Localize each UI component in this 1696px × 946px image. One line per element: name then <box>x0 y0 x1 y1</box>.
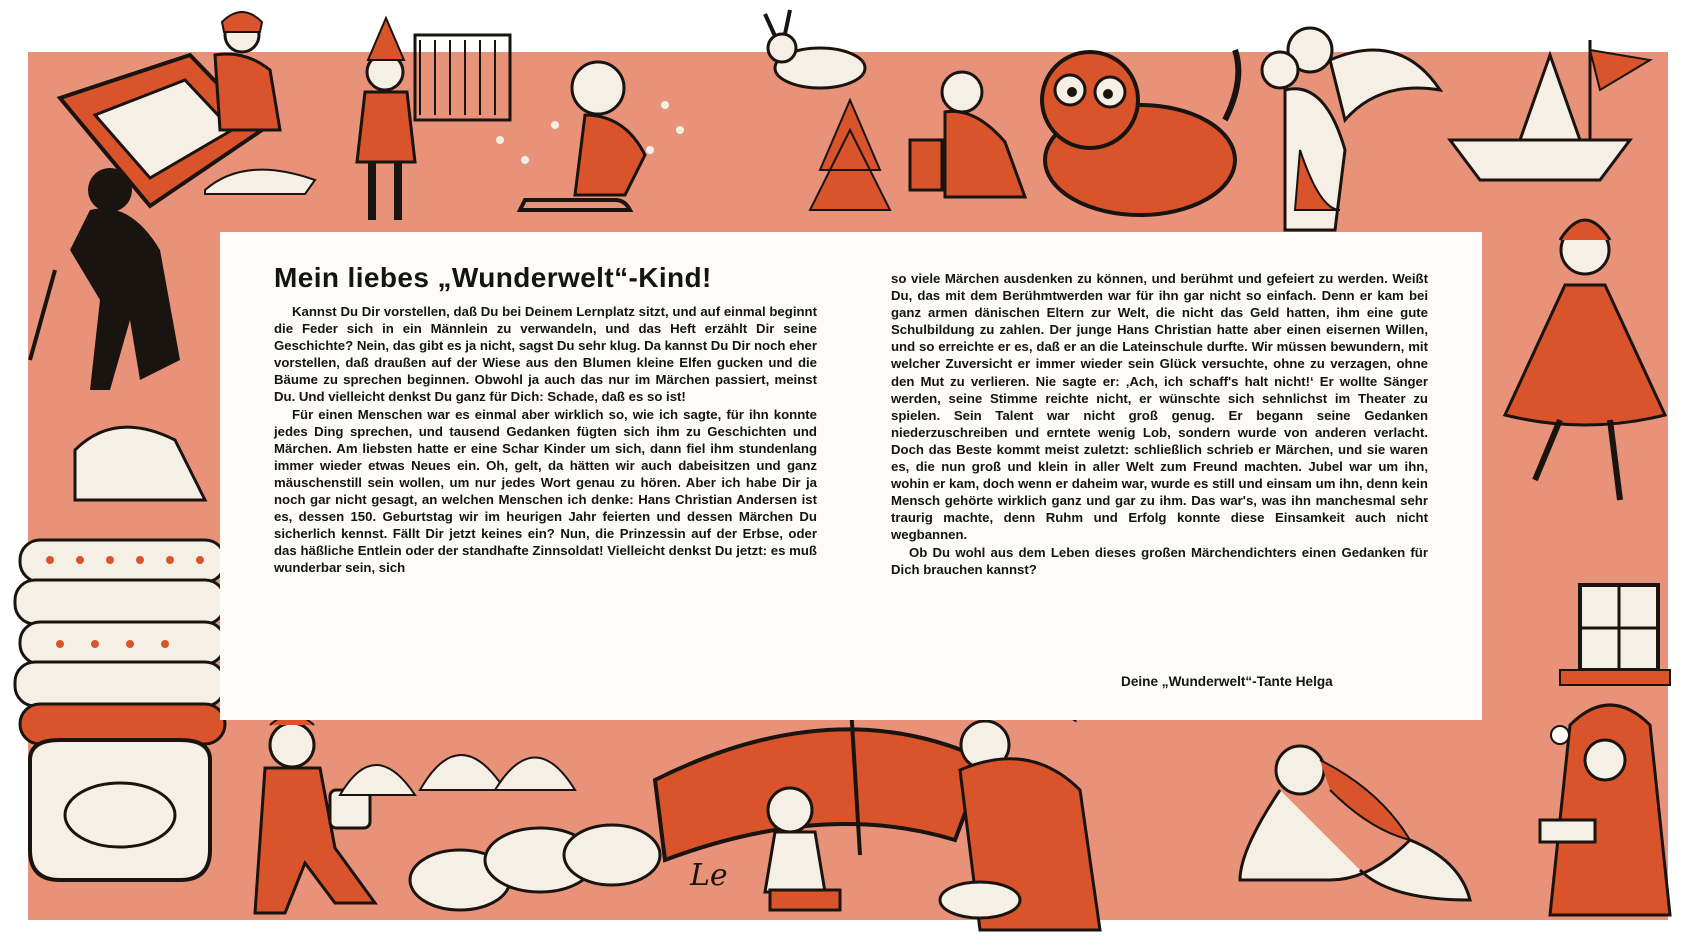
dancing-ladies-illustration <box>340 755 575 795</box>
child-with-sled-illustration <box>496 62 684 210</box>
big-eyed-dog-illustration <box>1042 50 1238 215</box>
kneeling-girl-illustration <box>910 72 1025 197</box>
paper-boat-illustration <box>1450 40 1650 180</box>
letter-paragraph: Ob Du wohl aus dem Leben dieses großen Märchendichters einen Gedanken für Dich brauchen kannst? <box>891 544 1428 577</box>
letter-column-left <box>274 303 817 577</box>
letter-paragraph: Für einen Menschen war es einmal aber wirklich so, wie ich sagte, für ihn konnte jedes Ding sprechen, und tausend Gedanken fügten sich ihm zu Geschichten und Märchen. Am liebsten hatte er eine Schar Kinder um sich, dann fiel ihm stundenlang immer wieder etwas Neues ein. Oh, gelt, da hätten wir auch dabeisitzen und ganz mäuschenstill sein wollen, um nur jedes Wort genau zu hören. Aber ich habe Dir ja noch gar nicht gesagt, an welchen Menschen ich denke: Hans Christian Andersen ist es, dessen 150. Geburtstag wir im heurigen Jahr feierten und dessen Märchen Du sicherlich kennst. Fällt Dir jetzt keines ein? Nun, die Prinzessin auf der Erbse, oder das häßliche Entlein oder der standhafte Zinnsoldat! Vielleicht denkst Du jetzt: es muß wunderbar sein, sich <box>274 406 817 576</box>
letter-paragraph: so viele Märchen ausdenken zu können, und berühmt und gefeiert zu werden. Weißt Du, das mit dem Berühmtwerden war für ihn gar nicht so einfach. Denn er kam bei ganz armen dänischen Eltern zur Welt, die nicht das Geld hatten, ihm eine gute Schulbildung zu zahlen. Der junge Hans Christian hatte aber einen eisernen Willen, und so erreichte er es, daß er an die Lateinschule durfte. Wir müssen bewundern, mit welcher Zuversicht er immer wieder sein Glück versuchte, ohne zu verzagen, ohne den Mut zu verlieren. Nie sagte er: ‚Ach, ich schaff's halt nicht!‘ Er wollte Sänger werden, seine Stimme reichte nicht, er wünschte sich sehnlichst im Theater zu spielen. Sein Talent war nicht groß genug. Er begann seine Gedanken niederzuschreiben und erntete wenig Lob, sondern wurde von anderen verlacht. Doch das Beste kommt meist zuletzt: schließlich schrieb er Märchen, und sie waren es, die nun groß und klein in aller Welt zum Freund machten. Jubel war um ihn, wohin er kam, doch wenn er daheim war, wurde es still und einsam um ihn, denn kein Mensch gehörte wirklich ganz und gar zu ihm. Das war's, was ihn manchesmal sehr traurig machte, denn Ruhm und Erfolg konnte diese Einsamkeit auch nicht wegbannen. <box>891 271 1428 543</box>
little-match-girl-illustration <box>1540 705 1670 915</box>
letter-column-right <box>891 270 1428 578</box>
mermaid-illustration <box>1240 746 1470 900</box>
fir-tree-illustration <box>810 100 890 210</box>
angel-carrying-child-illustration <box>1262 28 1440 230</box>
princess-on-the-pea-illustration <box>15 427 225 880</box>
dancing-girl-illustration <box>1505 220 1665 500</box>
house-window-illustration <box>1560 585 1670 685</box>
artist-initials: Le <box>690 858 728 893</box>
letter-headline: Mein liebes „Wunderwelt“-Kind! <box>274 262 712 293</box>
elf-with-birdcage-illustration <box>357 18 510 220</box>
letter-paragraph: Kannst Du Dir vorstellen, daß Du bei Deinem Lernplatz sitzt, und auf einmal beginnt die Feder sich in ein Männlein zu verwandeln, und das Heft erzählt Dir seine Geschichte? Nein, das gibt es ja nicht, sagst Du sehr klug. Da kannst Du Dir noch eher vorstellen, daß draußen auf der Wiese aus den Blumen kleine Elfen gucken und die Bäume zu sprechen beginnen. Obwohl ja auch das nur im Märchen passiert, meinst Du. Und vielleicht denkst Du ganz für Dich: Schade, daß es so ist! <box>274 304 818 405</box>
letter-signature: Deine „Wunderwelt“-Tante Helga <box>1121 674 1333 689</box>
boy-with-pot-illustration <box>255 715 375 913</box>
pigs-illustration <box>410 825 660 910</box>
rabbit-illustration <box>765 10 865 88</box>
